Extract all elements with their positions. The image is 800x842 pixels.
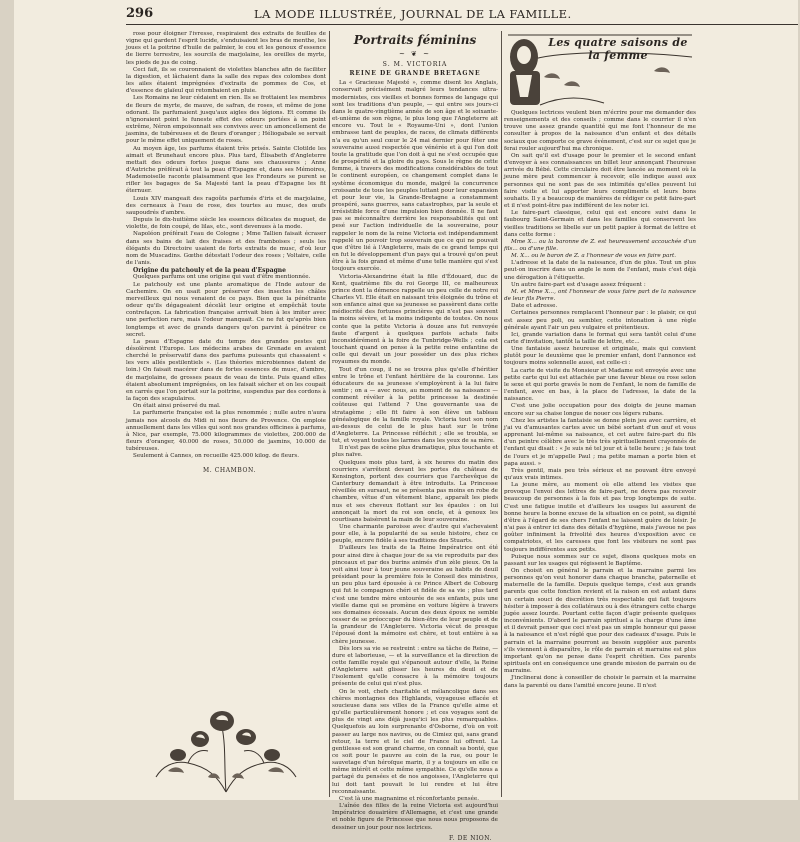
column-portrait xyxy=(332,31,498,842)
paragraph: Puisque nous sommes sur ce sujet, disons quelques mots en passant sur les usages qui régissent le Baptême. xyxy=(504,553,696,567)
paragraph: Dès lors sa vie se restreint : entre sa tâche de Reine, — dure et laborieuse, — et la surveillance et la direction de cette famille royale qui s'épanouit autour d'elle, la Reine d'Angleterre sait glisser les heures du deuil et de l'isolement qu'elle consacre à la mémoire toujours présente de celui qui n'est plus. xyxy=(332,645,498,688)
article-subject: S. M. VICTORIA xyxy=(382,61,448,68)
paragraph: La peau d'Espagne date du temps des grandes pestes qui désolèrent l'Europe. Les médecins arabes de Grenade en avaient cherché le préservatif dans des parfums puissants qui chassaient « les vers allés pestilentiels ». (Les théories microbiennes datent de loin.) On faisait macérer dans de fortes essences de musc, d'ambre, de marjolaine, de grosses peaux de veau de tinte. Puis quand elles étaient absolument imprégnées, on les faisait sécher et on les coupait en carrés que l'on portait sur la poitrine, suspendus par des cordons à la façon des scapulaires. xyxy=(126,338,326,403)
author-signature: M. CHAMBON. xyxy=(202,466,257,474)
paragraph: L'aînée des filles de la reine Victoria est aujourd'hui Impératrice douairière d'Allemagne, et c'est une grande et noble figure de Princesse que nous nous proposons de dessiner un jour pour nos lectrices. xyxy=(332,803,498,831)
paragraph: Au moyen âge, les parfums étaient très prisés. Sainte Clotilde les aimait et Brunehaut encore plus. Plus tard, Élisabeth d'Angleterre mettait des odeurs fortes jusque dans ses chaussures ; Anne d'Autriche préférait à tout la peau d'Espagne et, dans ses Mémoires, Mademoiselle raconte plaisamment que les Frondeurs se purent se rifler les bagages de Sa Majesté tant la peau d'Espagne les fit éternuer. xyxy=(126,145,326,195)
paragraph: C'est une jolie occupation pour des doigts de jeune maman encore sur sa chaise longue de nouer ces légers rubans. xyxy=(504,403,696,417)
paragraph: On le voit, chefs charitable et mélancolique dans ses chères montagnes des Highlands, voyageuse effacée et soucieuse dans ses villes de la France qu'elle aime et qu'elle particulièrement honore ; et ces voyages sont de plus de vingt ans déjà jusqu'ici les plus remarquables. Quelquefois au loin surprenante d'Osborne, d'où on voit passer au large nos navires, ou de Cimiez qui, sans grand retour, la terre et le ciel de France lui offrent. La gentilesse est son grand charme, on connaît sa bonté, que ce soit pour le pauvre au coin de la rue, ou pour le sauvetage d'un héroïque marin, il y a toujours en elle ce même intérêt et cette même sympathie. Ce qu'elle nous a partagé du pensées et de nos angoisses, l'Angleterre qui lui doit tant pouvait le lui rendre et lui être reconnaissante. xyxy=(332,688,498,795)
paragraph: Louis XIV mangeait des ragoûts parfumés d'iris et de marjolaine, des cerneaux à l'eau de rose, des tourtes au musc, des œufs saupoudrés d'ambre. xyxy=(126,195,326,216)
paragraph: Depuis le dix-huitième siècle les essences délicates de muguet, de violette, de foin coupé, de lilas, etc., sont devenues à la mode. xyxy=(126,217,326,231)
page-number: 296 xyxy=(126,6,154,21)
paragraph: Les Romains ne leur cédaient en rien. Ils se frottaient les membres de fleurs de myrte, de mauve, de safran, de roses, et même de jone odorant. Ils parfumaient jusqu'aux aigles des légions. Et comme ils n'ignoraient point le funeste effet des odeurs portées à un point extrême, Néron empoisonnait ses convives avec un amoncellement de jasmins, de tubéreuses et de fleurs d'oranger ; Héliogabale se servait pour le même effet uniquement de roses. xyxy=(126,95,326,145)
paragraph: On était ainsi préservé du mal. xyxy=(133,403,221,410)
rose-vignette-illustration xyxy=(148,697,304,797)
paragraph: On sait qu'il est d'usage pour le premier et le second enfant d'envoyer à ses connaissances un billet leur annonçant l'heureuse arrivée du Bébé. Cette circulaire doit être lancée au moment où la jeune mère peut commencer à recevoir, elle indique aussi aux personnes qui ne sont pas de ses intimités qu'elles peuvent lui faire visite et lui apporter leurs compliments et leurs bons souhaits. Il y a beaucoup de manières de rédiger ce petit faire-part et il n'est point-être pas indifférent de les noter ici. xyxy=(504,152,696,210)
column-perfumes xyxy=(126,31,326,797)
paragraph: Le faire-part classique, celui qui est encore suivi dans le faubourg Saint-Germain et dans les familles qui conservent les vieilles traditions se libelle sur un petit papier à format de lettre et dans cette forme : xyxy=(504,210,696,238)
paragraph: L'adresse et la date de la naissance, d'un de plus. Tout un plus peut-on inscrire dans un angle le nom de l'enfant, mais c'est déjà une dérogation à l'étiquette. xyxy=(504,260,696,281)
paragraph: La carte de visite du Monsieur et Madame est envoyée avec une petite carte qui lui est attachée par une faveur bleue ou rose selon le sexe et qui porte gravés le nom de l'enfant, le nom de famille de l'enfant, avec en bas, à la place de l'adresse, la date de la naissance. xyxy=(504,367,696,403)
author-signature: F. DE NION. xyxy=(449,834,492,842)
example-announcement: Mme X... ou la baronne de Z. est heureusement accouchée d'un fils... ou d'une fille. xyxy=(504,238,696,252)
paragraph: Seulement à Cannes, on recueille 425.000 kilog. de fleurs. xyxy=(133,453,300,460)
ornament-divider: ~ ❦ ~ xyxy=(398,50,432,58)
masthead: LA MODE ILLUSTRÉE, JOURNAL DE LA FAMILLE. xyxy=(254,7,572,21)
paragraph: Ceci fait, ils se couronnaient de violettes blanches afin de faciliter la digestion, et lâchaient dans la salle des repas des colombes dont les ailes étaient imprégnées d'extraits de pommes de Cos, et d'essence de glaïeul qui retombaient en pluie. xyxy=(126,66,326,95)
example-announcement: M. et Mme X..., ont l'honneur de vous faire part de la naissance de leur fils Pierre. xyxy=(504,288,696,303)
paragraph: D'ailleurs les traits de la Reine Impératrice ont été pour ainsi dire à chaque jour de sa vie reproduits par des pinceaux et par des burins animés d'un zèle pieux. On la voit ainsi tour à tour jeune souveraine au habits de deuil présidant pour la première fois le Conseil des ministres, un peu plus tard épousée à ce Prince Albert de Cobourg qui fut le compagnon chéri et fidèle de sa vie ; plus tard c'est une tendre mère entourée de ses enfants, puis une vieille dame qui se promène en voiture légère à travers ses domaines écossais. Aucun des deux époux ne semble cesser de se préoccuper du bien-être de leur peuple et de la grandeur de l'Angleterre. Victoria vécut de presque l'épousé dont la mémoire est chère, et tout entière à sa chère jeunesse. xyxy=(332,545,498,645)
paragraph: Quelques lectrices veulent bien m'écrire pour me demander des renseignements et des conseils ; comme dans le courrier il n'en trouve une assez grande quantité qui me font l'honneur de me consulter à propos de la naissance d'un enfant et des détails sociaux que comporte ce grave événement, c'est sur ce sujet que je ferai rouler aujourd'hui ma chronique. xyxy=(504,110,696,152)
paragraph: Le patchouly est une plante aromatique de l'Inde autour de Cachemire. On en usait pour préserver des insectes les châles merveilleux qui nous venaient de ce pays. Bien que la pénétrante odeur qu'ils dégageaient décelât leur origine et empêchât toute contrefaçon. La fabrication française arrivait bien à les imiter avec une perfection rare, mais l'odeur manquait. Ce ne fut qu'après bien longtemps et avec de grands dangers qu'on parvint à pénétrer ce secret. xyxy=(126,281,326,338)
paragraph: On choisit en général le parrain et la marraine parmi les personnes qu'on veut honorer dans chaque branche, paternelle et maternelle de la famille. Depuis quelque temps, c'est aux grands parents que cette fonction revient et la raison en est autant dans un certain souci de discrétion très respectable qui fait toujours hésiter à imposer à des collatéraux ou à des étrangers cette charge jugée assez lourde. Pourtant cette façon d'agir présente quelques inconvénients. D'abord le parrain spirituel a la charge d'une âme et il devrait penser que ceci n'est pas un simple honneur qui passe à la naissance et n'est réglé que pour des cadeaux d'usage. Puis le parrain et la marraine pourront au besoin suppléer aux parents s'ils viennent à disparaître, le rôle de parrain et marraine est plus important qu'on ne pense dans l'esprit chrétien. Ces parents spirituels ont en conséquence une grande mission de parrain ou de marraine. xyxy=(504,568,696,675)
paragraph: La « Gracieuse Majesté », comme disent les Anglais, conservait précisément malgré leurs tendances ultra-modernistes, ces vieilles et bonnes formes de langage qui sont les traditions d'un peuple, — qui entre ses jours-ci dans le quatre-vingtième année de son âge et le soixante-et-unième de son règne, le plus long que l'Angleterre ait encore vu. Tout le « Royaume-Uni », dont l'union embrasse tant de peuples, de races, de climats différents n'a eu qu'un seul cœur le 24 mai dernier pour fêter une souveraine aussi respectée que vénérée et à qui l'on doit toute la gratitude que l'on doit à qui ne s'est occupée que de prospérité et la gloire du pays. Sous le règne de cette femme, à travers des modifications considérables de tout le continent européen, ce changement complet dans le système économique du monde, malgré la concurrence croissante de tous les peuples luttant pour leur expansion et pour leur vie, la Grande-Bretagne a constamment prospéré, sans guerres, sans catastrophes, par la seule et irrésistible force d'une impulsion bien donnée. Il ne faut pas se méconnaître derrière les responsabilités qui ont pesé sur l'action individuelle de la souveraine, pour rappeler le nom de la reine Victoria est indépendamment rappelé un pouvoir trop souverain que ce qui ne pouvait que d'être lié à l'Angleterre, mais de ce grand temps qui en fut le développement d'un pays qui a trouvé qu'on peut être à la fois grand et même d'une telle manière qui s'est toujours exercée. xyxy=(332,80,498,273)
column-seasons xyxy=(504,31,696,797)
paragraph: Victoria-Alexandrine était la fille d'Édouard, duc de Kent, quatrième fils du roi George III, ce malheureux prince dont la démence rappelle un peu celle de notre roi Charles VI. Elle était en naissant très éloignée du trône et son enfance ainsi que sa jeunesse se passèrent dans cette médiocrité des fortunes princières qui n'est pas souvent la moins sévère, et la moins indigente de toutes. On nous conte que la petite Victoria à douze ans fut renvoyée faute d'argent à quelques parfois achats faits inconsidérément à la foire de Tunbridge-Wells ; cela est touchant quand on pense à la petite reine enfantine de celle qui devait un jour posséder un des plus riches royaumes du monde. xyxy=(332,273,498,366)
paragraph: Date et adresse. xyxy=(511,303,558,310)
paragraph: Quelques mois plus tard, à six heures du matin des courriers s'arrêtent devant les portes du château de Kensington, portent des courriers que l'archevêque de Canterbury demandait à être introduits. La Princesse réveillée en sursaut, ne se présenta pas moins en robe de chambre, vêtue d'un vêtement blanc, apparaît les pieds nus et ses cheveux flottant sur les épaules : on lui annonçait la mort du roi son oncle, et à genoux les courtisans baisèrent la main de leur souveraine. xyxy=(332,459,498,523)
newspaper-page xyxy=(14,0,798,842)
paragraph: Il n'est pas de scène plus dramatique, plus touchante et plus naïve. xyxy=(332,445,498,459)
paragraph: Une charmante paroisse avec d'autre qui s'achevaient pour elle, à la popularité de sa seule histoire, chez ce peuple, encore fidèle à ses traditions des Stuarts. xyxy=(332,524,498,545)
section-heading: Origine du patchouly et de la peau d'Espagne xyxy=(133,267,286,275)
article-subtitle: REINE DE GRANDE BRETAGNE xyxy=(349,70,481,78)
page-header xyxy=(14,6,798,22)
paragraph: Une fantaisie assez heureuse et originale, mais qui convient plutôt pour le deuxième que le premier enfant, dont l'annonce est toujours moins solennelle aussi, est celle-ci : xyxy=(504,346,696,367)
paragraph: Chez les artistes la fantaisie se donne plein jeu avec carrière, et j'ai vu d'amusantes cartes avec un bébé sortant d'un œuf et vous apprenant lui-même sa naissance, et cet autre faire-part du fils d'un peintre célèbre avec le très très spirituellement crayonnés de l'enfant qui disait : « Je suis né tel jour et à telle heure ; je fais tout de l'ours et je m'appelle Paul ; ma petite maman a porte bien et papa aussi. » xyxy=(504,417,696,467)
banner-title: Les quatre saisons de la femme xyxy=(548,36,688,62)
paragraph: La jeune mère, au moment où elle attend les visites que provoque l'envoi des lettres de faire-part, ne devra pas recevoir beaucoup de personnes à la fois et pas trop longtemps de suite. C'est une fatigue inutile et d'ailleurs les usages lui assurent de bonne heure la bonne excuse de la situation en ce point, sa dignité d'être à l'égard de ses chers l'enfant ne laissent guère de loisir. Je n'ai pas à entrer ici dans des détails d'hygiène, mais j'avoue ne pas goûter infiniment la frivolité des heures d'exposition avec ce compatriotes, et les caresses que font les visiteurs ne sont pas toujours indifférentes aux petits. xyxy=(504,482,696,553)
header-rule xyxy=(126,24,798,25)
paragraph: Très gentil, mais peu très sérieux et ne pouvant être envoyé qu'aux vrais intimes. xyxy=(504,467,696,481)
paragraph: Ici, grande variation dans le format qui sera tantôt celui d'une carte d'invitation, tantôt la taille de lettre, etc... xyxy=(504,331,696,345)
paragraph: La parfumerie française est la plus renommée ; nulle autre n'aura jamais nos alcools du Midi ni nos fleurs de Provence. On emploie annuellement dans les villes qui sont nos grandes officines à parfums, à Nice, par exemple, 75.000 kilogrammes de violettes, 200.000 de fleurs d'oranger, 40.000 de roses, 50.000 de jasmins, 10.000 de tubéreuses. xyxy=(126,410,326,453)
paragraph: Certaines personnes remplacent l'honneur par : le plaisir, ce qui est assez peu poli, ou sembler, cette intonation à une règle générale ayant l'air un peu vulgaire et prétentieux. xyxy=(504,310,696,331)
paragraph: Quelques parfums ont une origine qui vaut d'être mentionnée. xyxy=(133,274,311,281)
paragraph: Tout d'un coup, il ne se trouva plus qu'elle d'héritier entre le trône et l'enfant héritière de la couronne. Les éducateurs de sa jeunesse s'employèrent à la lui faire sentir ; on a — avec nous, au moment de sa naissance — comment révéler à la petite princesse la destinée coûteuse qui l'attend ? Une gouvernante usa de stratagème ; elle fit faire à son élève un tableau généalogique de la famille royale. Victoria tout son nom au-dessus de celui de le plus haut sur le trône d'Angleterre. La Princesse réfléchit ; elle se troubla, se tut, et voyant toutes les larmes dans les yeux de sa mère. xyxy=(332,366,498,445)
example-announcement: M. X... ou le baron de Z. a l'honneur de vous en faire part. xyxy=(511,253,677,260)
paragraph: J'inclinerai donc à conseiller de choisir le parrain et la marraine dans la parenté ou dans l'amitié encore jeune. Il n'est xyxy=(504,675,696,689)
section-title: Portraits féminins xyxy=(353,33,477,47)
paragraph: C'est là une magnanime et réconfortante pensée. xyxy=(339,795,479,802)
paragraph: Napoléon préférait l'eau de Cologne ; Mme Tallien faisait écraser dans ses bains de lait des fraises et des framboises ; seuls les élégants du Directoire usaient de forts extraits de musc, d'où leur nom de Muscadins. Gœthe détestait l'odeur des roses ; Voltaire, celle de l'anis. xyxy=(126,231,326,266)
paragraph: rose pour éloigner l'ivresse, respiraient des extraits de feuilles de vigne qui gardent l'esprit lucide, s'enduisaient les bras de menthe, les joues et la poitrine d'huile de palmier, le cou et les genoux d'essence de lierre terrestre, les sourcils de marjolaine, les oreilles de myrte, les pieds de jus de coing. xyxy=(126,31,326,66)
section-banner xyxy=(504,31,696,107)
paragraph: Un autre faire-part est d'usage assez fréquent : xyxy=(511,281,646,288)
column-divider xyxy=(329,31,330,797)
column-divider xyxy=(501,31,502,797)
